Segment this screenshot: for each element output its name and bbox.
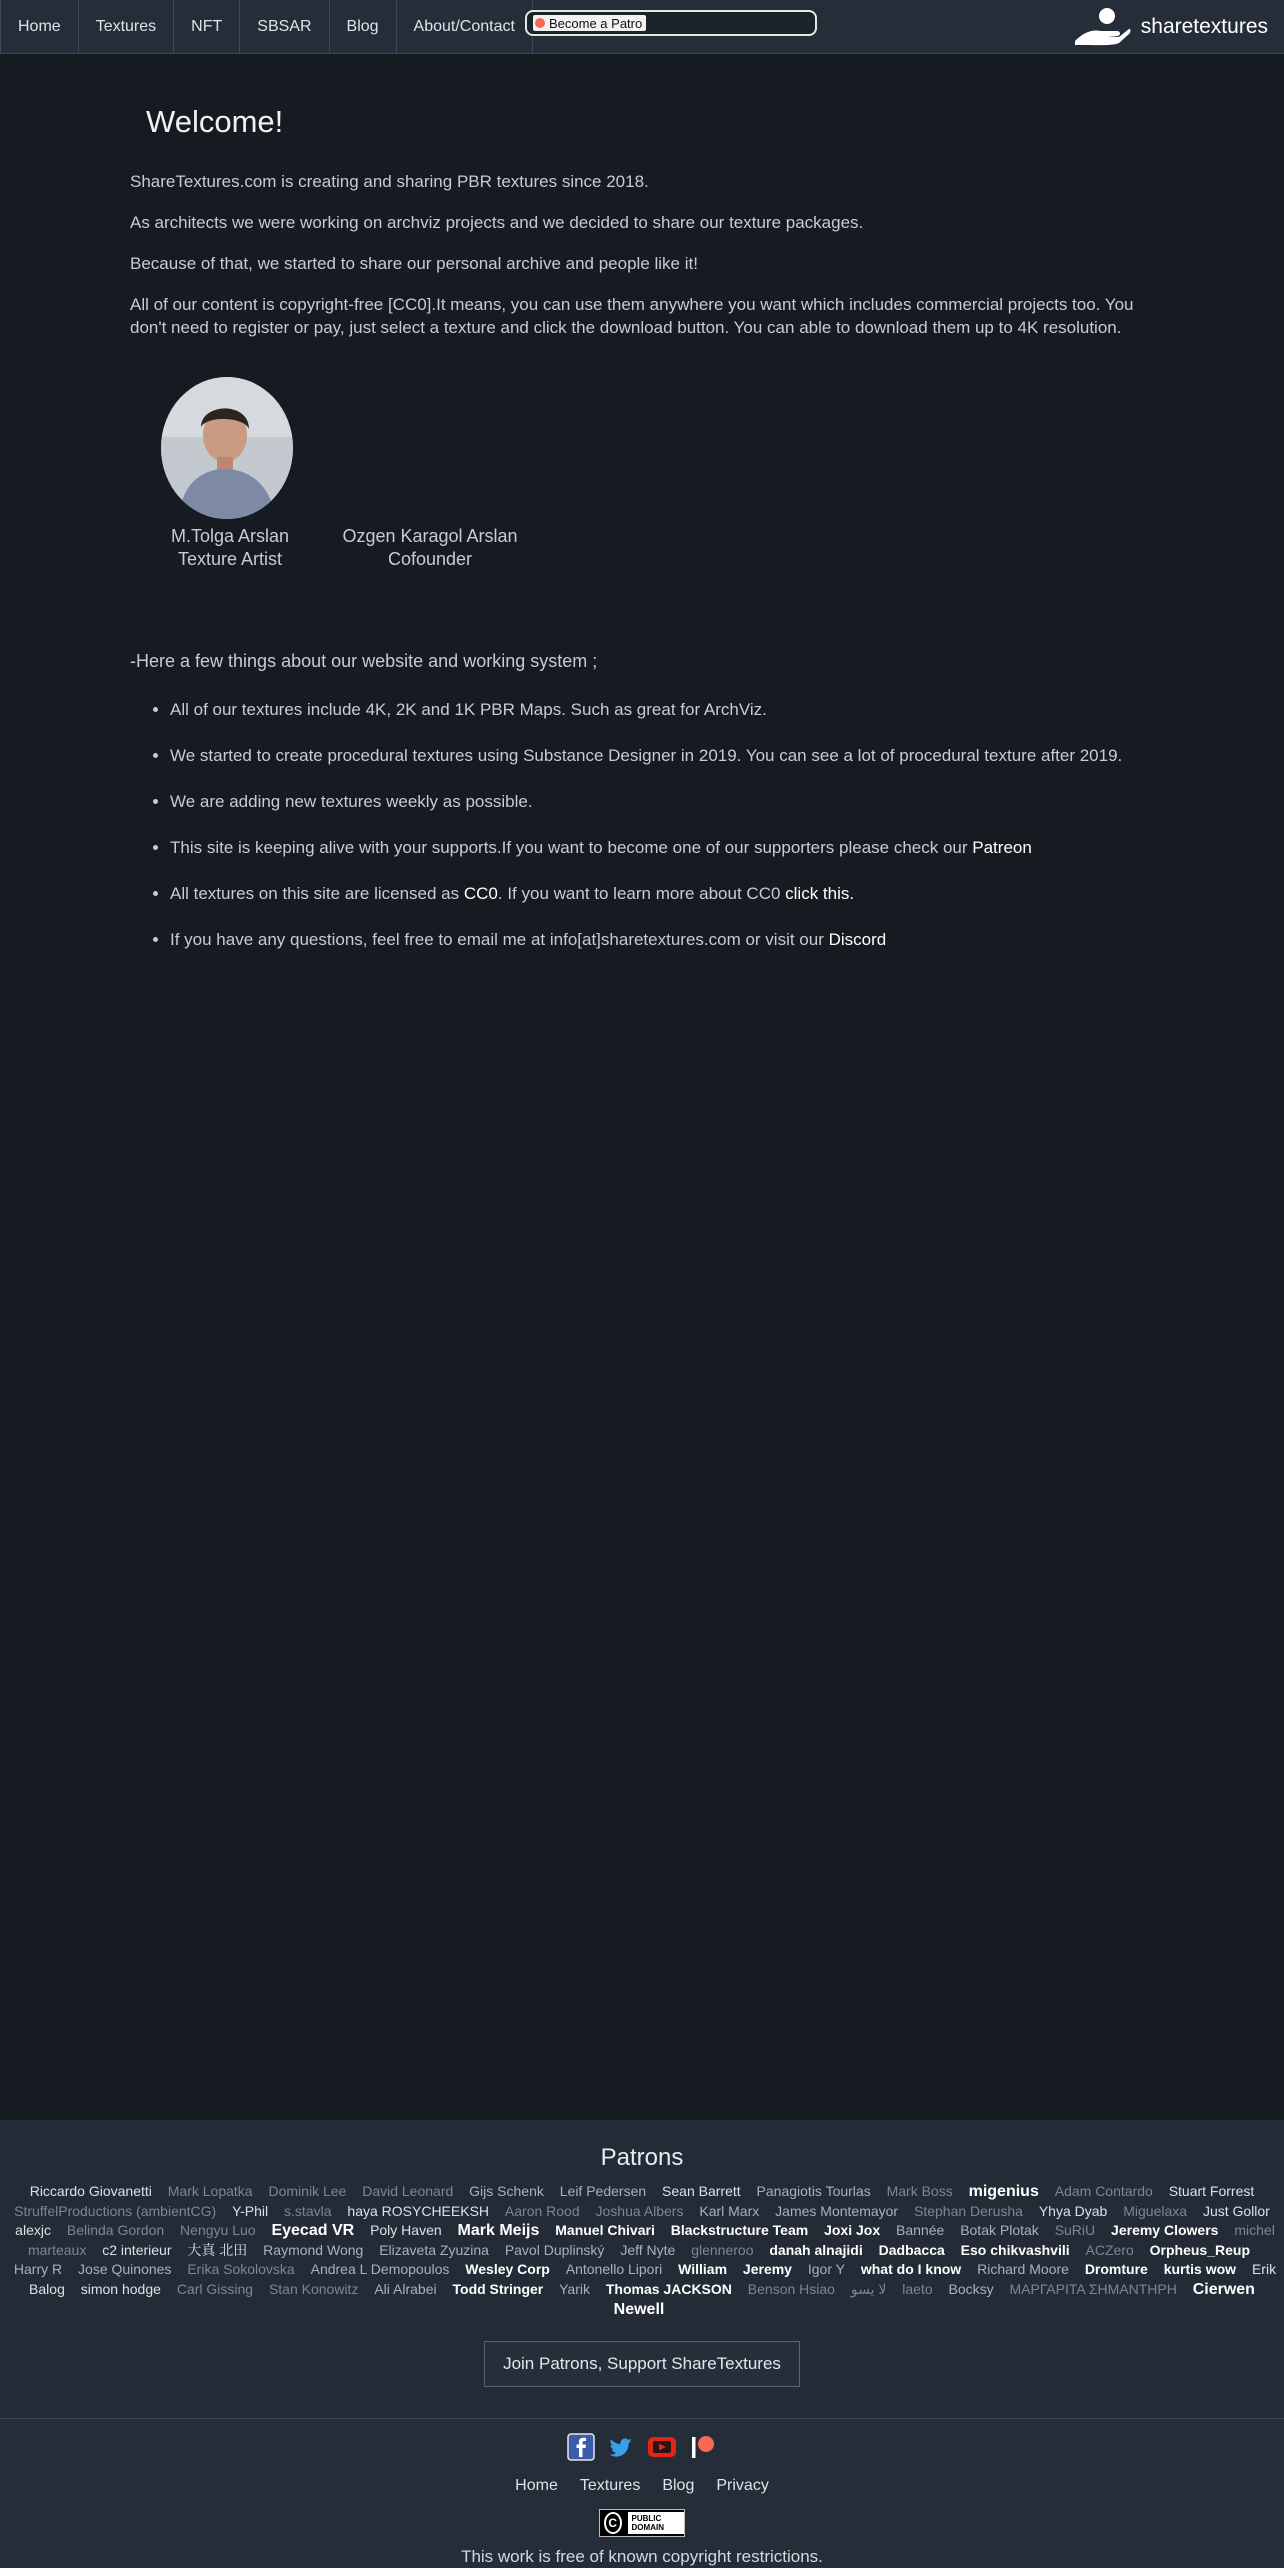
patron-name: Belinda Gordon <box>66 2222 165 2239</box>
patron-name: Wesley Corp <box>465 2261 550 2278</box>
intro-paragraph: ShareTextures.com is creating and sharing PBR textures since 2018. <box>130 172 649 191</box>
patron-name: ΜΑΡΓΑΡΙΤΑ ΣΗΜΑΝΤΗΡΗ <box>1009 2280 1177 2297</box>
member-name: Ozgen Karagol Arslan <box>342 526 518 546</box>
patron-name: Bocksy <box>948 2280 994 2297</box>
fact-text: . If you want to learn more about CC0 <box>497 884 786 903</box>
list-item: • We are adding new textures weekly as possible. <box>170 790 1140 813</box>
patron-name: simon hodge <box>80 2280 161 2297</box>
patron-name: Panagiotis Tourlas <box>756 2183 871 2199</box>
footer-link-blog[interactable]: Blog <box>662 2477 695 2494</box>
fact-text: This site is keeping alive with your supports.If you want to become one of our supporters please check our <box>170 838 973 857</box>
patron-name: Yarik <box>559 2280 590 2297</box>
patron-name: Miguelaxa <box>1123 2202 1188 2219</box>
list-item <box>170 928 1140 951</box>
patron-name: Richard Moore <box>977 2261 1069 2278</box>
patreon-link[interactable]: Patreon <box>972 838 1032 857</box>
footer-link-home[interactable]: Home <box>515 2477 558 2494</box>
fact-text: All textures on this site are licensed as <box>170 884 464 903</box>
patron-name: Manuel Chivari <box>555 2222 655 2239</box>
patron-name: Dominik Lee <box>268 2183 347 2199</box>
patron-name: what do I know <box>860 2261 962 2278</box>
patron-name: Todd Stringer <box>452 2280 544 2297</box>
patron-name: Sean Barrett <box>662 2183 741 2199</box>
patron-name: Stan Konowitz <box>268 2280 359 2297</box>
intro-paragraph: Because of that, we started to share our personal archive and people like it! <box>130 254 698 273</box>
youtube-icon[interactable] <box>647 2435 677 2459</box>
public-domain-badge[interactable] <box>599 2509 685 2537</box>
nav-blog[interactable]: Blog <box>330 0 397 53</box>
join-patrons-button[interactable]: Join Patrons, Support ShareTextures <box>484 2341 800 2387</box>
patron-name: Dromture <box>1084 2261 1148 2278</box>
patron-name: Thomas JACKSON <box>605 2280 732 2297</box>
patron-name: Mark Boss <box>886 2183 953 2199</box>
patron-name: Carl Gissing <box>176 2280 254 2297</box>
patron-name: kurtis wow <box>1163 2261 1237 2278</box>
patron-name: Bannée <box>896 2222 945 2239</box>
nav-home[interactable]: Home <box>0 0 79 53</box>
patron-name: Mark Lopatka <box>167 2183 253 2199</box>
nav-about-contact[interactable]: About/Contact <box>397 0 533 53</box>
team-section <box>130 351 1150 651</box>
facts-intro: -Here a few things about our website and working system ; <box>130 651 598 671</box>
patrons-section <box>0 2120 1284 2418</box>
patron-name: ACZero <box>1085 2241 1134 2258</box>
list-item <box>170 836 1140 859</box>
patron-name: Antonello Lipori <box>565 2261 663 2278</box>
nav-nft[interactable]: NFT <box>174 0 240 53</box>
patrons-title: Patrons <box>600 2144 684 2171</box>
twitter-icon[interactable] <box>607 2433 635 2461</box>
patron-name: Jose Quinones <box>78 2261 172 2278</box>
patron-name: Karl Marx <box>699 2202 760 2219</box>
social-links <box>0 2431 1284 2463</box>
brand-logo[interactable] <box>1073 0 1268 54</box>
patron-name: alexjc <box>15 2222 51 2239</box>
become-patron-button[interactable] <box>525 10 817 36</box>
patron-name: Adam Contardo <box>1054 2183 1153 2199</box>
footer <box>0 2418 1284 2568</box>
patron-name: Jeff Nyte <box>620 2241 676 2258</box>
patron-name: Yhya Dyab <box>1038 2202 1108 2219</box>
patron-name: لا يسو <box>850 2280 887 2297</box>
patron-name: Jeremy Clowers <box>1111 2222 1219 2239</box>
facts-list <box>130 698 1150 951</box>
patron-name: Joshua Albers <box>595 2202 684 2219</box>
patron-name: Poly Haven <box>370 2222 442 2239</box>
footer-link-privacy[interactable]: Privacy <box>716 2477 769 2494</box>
patron-name: Leif Pedersen <box>559 2183 647 2199</box>
patron-name: laeto <box>902 2280 933 2297</box>
patron-name: haya ROSYCHEEKSH <box>347 2202 490 2219</box>
footer-link-textures[interactable]: Textures <box>579 2477 641 2494</box>
license-notice: This work is free of known copyright restrictions. <box>461 2547 823 2566</box>
patron-name: Stephan Derusha <box>913 2202 1023 2219</box>
patron-name: Dadbacca <box>878 2241 945 2258</box>
footer-links <box>0 2477 1284 2495</box>
patron-name: glenneroo <box>691 2241 754 2258</box>
patron-name: Botak Plotak <box>960 2222 1039 2239</box>
patron-name: Cierwen Newell <box>613 2280 1255 2318</box>
patron-name: 大真 北田 <box>187 2241 248 2258</box>
list-item: • We started to create procedural textures using Substance Designer in 2019. You can see a lot of procedural texture after 2019. <box>170 744 1140 767</box>
intro-paragraph: All of our content is copyright-free [CC0].It means, you can use them anywhere you want which includes commercial projects too. You don't need to register or pay, just select a texture and click the download button. You can able to download them up to 4K resolution. <box>130 295 1134 337</box>
patron-name: Riccardo Giovanetti <box>29 2183 152 2199</box>
patron-name: Benson Hsiao <box>747 2280 835 2297</box>
patron-name: Just Gollor <box>1202 2202 1270 2219</box>
avatar <box>161 377 293 519</box>
patron-name: Aaron Rood <box>504 2202 580 2219</box>
patron-button-label: Become a Patro <box>549 15 643 31</box>
patron-name: Gijs Schenk <box>469 2183 544 2199</box>
patron-button-inner <box>533 15 646 31</box>
patron-name: Jeremy <box>742 2261 792 2278</box>
team-member <box>330 525 530 571</box>
patron-name: David Leonard <box>362 2183 454 2199</box>
patreon-icon[interactable] <box>689 2433 717 2461</box>
patron-name: Harry R <box>13 2261 63 2278</box>
cc0-info-link[interactable]: click this. <box>785 884 855 903</box>
facebook-icon[interactable] <box>567 2433 595 2461</box>
team-member <box>140 525 320 571</box>
patron-name: migenius <box>968 2183 1039 2200</box>
public-domain-icon: C <box>604 2512 622 2534</box>
patron-name: Blackstructure Team <box>670 2222 809 2239</box>
patron-name: William <box>678 2261 728 2278</box>
patron-name: Orpheus_Reup <box>1149 2241 1250 2258</box>
patron-name: Igor Y <box>807 2261 845 2278</box>
patron-name: Ali Alrabei <box>374 2280 437 2297</box>
fact-text: If you have any questions, feel free to email me at info[at]sharetextures.com or visit our <box>170 930 829 949</box>
patreon-icon <box>535 18 545 28</box>
about-content <box>130 104 1150 974</box>
hand-logo-icon <box>1073 7 1131 47</box>
patron-name: c2 interieur <box>102 2241 172 2258</box>
patron-name: James Montemayor <box>775 2202 899 2219</box>
patron-name: Andrea L Demopoulos <box>310 2261 450 2278</box>
brand-name: sharetextures <box>1140 15 1268 38</box>
member-role: Texture Artist <box>177 549 283 569</box>
patron-name: SuRiU <box>1054 2222 1096 2239</box>
patron-names <box>7 2182 1277 2319</box>
patron-name: Mark Meijs <box>457 2222 540 2240</box>
member-name: M.Tolga Arslan <box>170 526 290 546</box>
patron-name: StruffelProductions (ambientCG) <box>14 2202 217 2219</box>
patron-name: Elizaveta Zyuzina <box>379 2241 489 2258</box>
patron-name: danah alnajidi <box>769 2241 863 2258</box>
patron-name: Erik Balog <box>29 2261 1277 2297</box>
cc0-link[interactable]: CC0 <box>463 884 498 903</box>
patron-name: Joxi Jox <box>824 2222 881 2239</box>
patron-name: Raymond Wong <box>263 2241 364 2258</box>
patron-name: Stuart Forrest <box>1168 2183 1255 2199</box>
intro-paragraph: As architects we were working on archviz projects and we decided to share our texture packages. <box>130 213 864 232</box>
member-role: Cofounder <box>387 549 473 569</box>
discord-link[interactable]: Discord <box>828 930 887 949</box>
list-item: • All of our textures include 4K, 2K and 1K PBR Maps. Such as great for ArchViz. <box>170 698 1140 721</box>
patron-name: michel marteaux <box>27 2222 1275 2258</box>
page-title: Welcome! <box>146 104 284 139</box>
patron-name: Eso chikvashvili <box>960 2241 1070 2258</box>
nav-sbsar[interactable]: SBSAR <box>240 0 329 53</box>
patron-name: Erika Sokolovska <box>187 2261 295 2278</box>
patron-name: Nengyu Luo <box>180 2222 256 2239</box>
nav-textures[interactable]: Textures <box>79 0 174 53</box>
patron-name: Y-Phil <box>232 2202 269 2219</box>
patron-name: Pavol Duplinský <box>504 2241 605 2258</box>
badge-label: PUBLIC DOMAIN <box>628 2512 684 2534</box>
patron-name: Eyecad VR <box>271 2222 355 2240</box>
list-item <box>170 882 1140 905</box>
patron-name: s.stavla <box>284 2202 332 2219</box>
